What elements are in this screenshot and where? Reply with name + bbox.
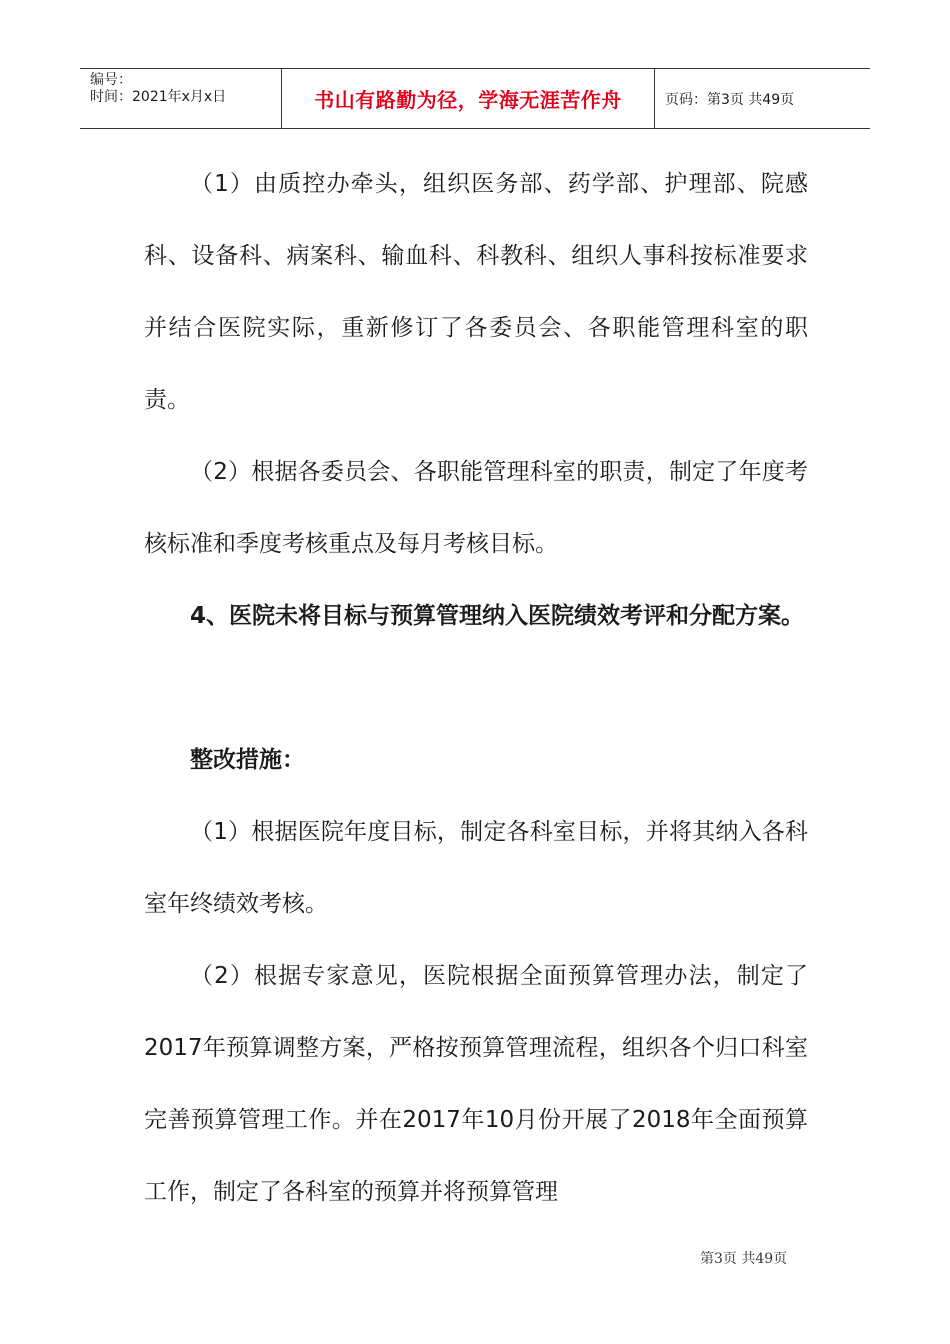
- paragraph-1: （1）由质控办牵头，组织医务部、药学部、护理部、院感科、设备科、病案科、输血科、科教科、组织人事科按标准要求并结合医院实际，重新修订了各委员会、各职能管理科室的职责。: [144, 171, 808, 413]
- measures-heading: 整改措施：: [190, 747, 305, 773]
- serial-label: 编号：: [90, 72, 132, 88]
- time-label: 时间：2021年x月x日: [90, 89, 227, 105]
- page-footer: 第3页 共49页: [700, 1251, 788, 1267]
- paragraph-4: （2）根据专家意见，医院根据全面预算管理办法，制定了2017年预算调整方案，严格按预算管理流程，组织各个归口科室完善预算管理工作。并在2017年10月份开展了2018年全面预算工作，制定了各科室的预算并将预算管理: [144, 963, 808, 1205]
- header-motto: 书山有路勤为径，学海无涯苦作舟: [282, 69, 655, 128]
- header-page-label: 页码：第3页 共49页: [665, 91, 795, 108]
- section-heading: 4、医院未将目标与预算管理纳入医院绩效考评和分配方案。: [190, 603, 805, 629]
- page-header: [80, 68, 870, 129]
- paragraph-2: （2）根据各委员会、各职能管理科室的职责，制定了年度考核标准和季度考核重点及每月考核目标。: [144, 459, 808, 557]
- header-meta-cell: [80, 69, 282, 128]
- paragraph-3: （1）根据医院年度目标，制定各科室目标，并将其纳入各科室年终绩效考核。: [144, 819, 808, 917]
